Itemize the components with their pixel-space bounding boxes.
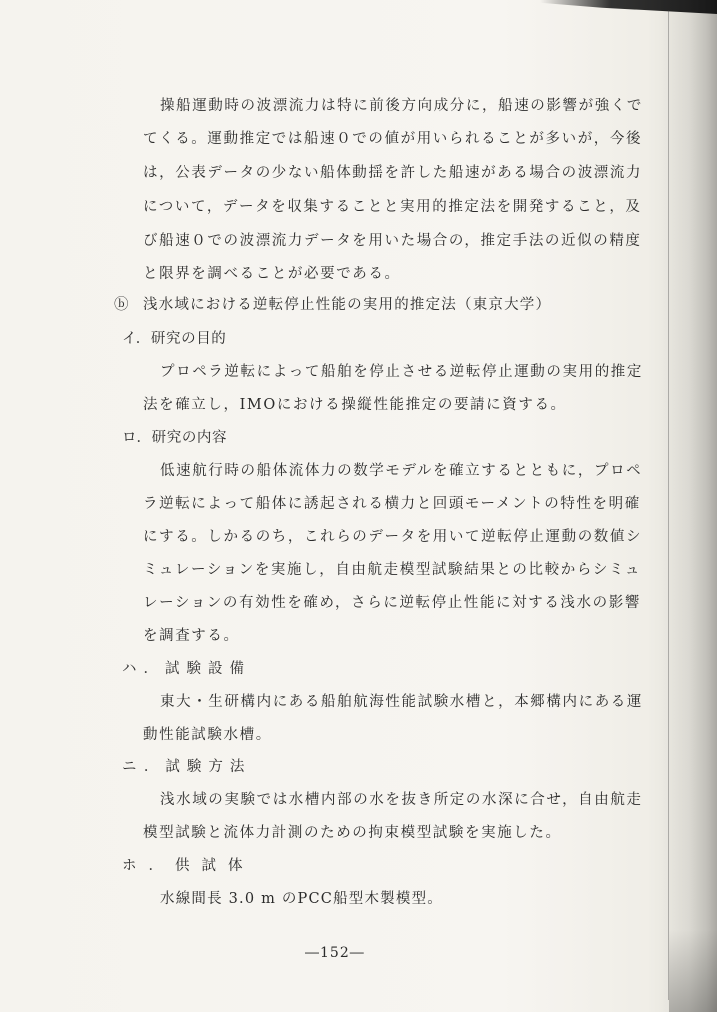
body-line: 模型試験と流体力計測のための拘束模型試験を実施した。 (143, 825, 562, 841)
body-line: 動性能試験水槽。 (143, 727, 272, 743)
section-marker: ⓑ (114, 297, 131, 313)
body-line: ラ逆転によって船体に誘起される横力と回頭モーメントの特性を明確 (143, 496, 641, 512)
body-line: プロペラ逆転によって船舶を停止させる逆転停止運動の実用的推定 (160, 364, 643, 380)
body-line: び船速０での波漂流力データを用いた場合の，推定手法の近似の精度 (143, 233, 642, 249)
binding-line (668, 10, 669, 1000)
body-line: について，データを収集することと実用的推定法を開発すること，及 (143, 199, 642, 215)
binding-shadow (669, 930, 717, 1012)
item-label: ホ．供試体 (122, 858, 255, 874)
body-line: てくる。運動推定では船速０での値が用いられることが多いが，今後 (143, 131, 643, 147)
body-line: 低速航行時の船体流体力の数学モデルを確立するとともに，プロペ (160, 463, 643, 479)
body-line: 法を確立し，IMOにおける操縦性能推定の要請に資する。 (143, 397, 567, 413)
body-line: 東大・生研構内にある船舶航海性能試験水槽と，本郷構内にある運 (160, 694, 643, 710)
body-line: は，公表データの少ない船体動揺を許した船速がある場合の波漂流力 (143, 165, 643, 181)
body-line: 水線間長 3.0 m のPCC船型木製模型。 (160, 891, 443, 907)
body-line: にする。しかるのち，これらのデータを用いて逆転停止運動の数値シ (143, 529, 643, 545)
body-line: 操船運動時の波漂流力は特に前後方向成分に，船速の影響が強くで (160, 98, 643, 114)
body-line: ミュレーションを実施し，自由航走模型試験結果との比較からシミュ (143, 562, 641, 578)
binding-gradient (647, 0, 717, 1012)
item-label: ハ．試験設備 (122, 661, 251, 677)
section-title: 浅水域における逆転停止性能の実用的推定法（東京大学） (143, 297, 552, 313)
body-line: 浅水域の実験では水槽内部の水を抜き所定の水深に合せ，自由航走 (160, 792, 643, 808)
body-line: を調査する。 (143, 628, 240, 644)
body-line: レーションの有効性を確め，さらに逆転停止性能に対する浅水の影響 (143, 595, 641, 611)
body-line: と限界を調べることが必要である。 (143, 266, 401, 282)
item-label: イ．研究の目的 (122, 331, 227, 347)
item-label: ニ．試験方法 (122, 759, 252, 775)
item-label: ロ．研究の内容 (122, 430, 228, 446)
page-number: ―152― (305, 945, 365, 961)
